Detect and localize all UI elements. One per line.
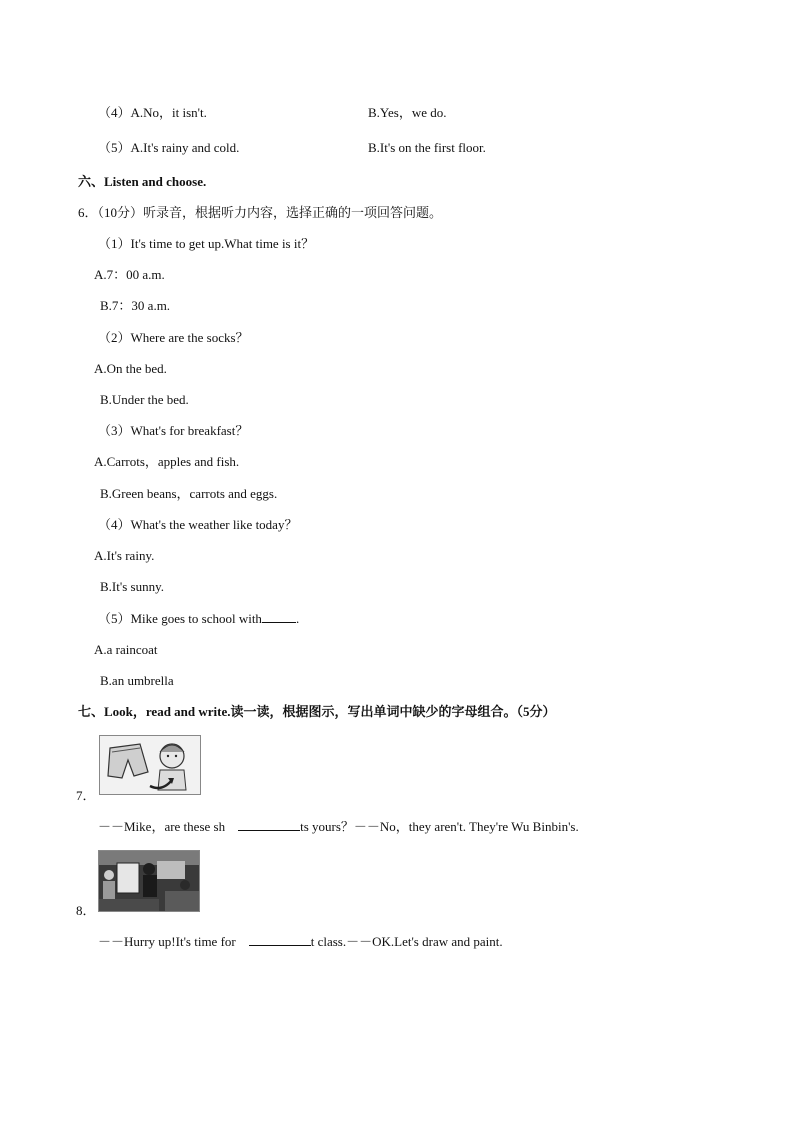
q6-3-question: （3）What's for breakfast？	[98, 423, 249, 438]
q6-2-option-b: B.Under the bed.	[100, 392, 189, 407]
q5-5-option-a: （5）A.It's rainy and cold.	[98, 140, 240, 155]
q8-sentence-end: t class.－－OK.Let's draw and paint.	[310, 934, 503, 949]
q8-number: 8．	[76, 903, 96, 918]
q5-5-option-b: B.It's on the first floor.	[368, 140, 486, 155]
shorts-picture	[99, 735, 201, 795]
q6-2-question: （2）Where are the socks？	[98, 330, 249, 345]
q6-4-option-a: A.It's rainy.	[94, 548, 155, 563]
section6-heading: 六、Listen and choose.	[78, 174, 207, 189]
q7-sentence-start: －－Mike，are these sh	[98, 819, 226, 834]
q6-5-question-text: （5）Mike goes to school with	[98, 611, 262, 626]
q6-1-question: （1）It's time to get up.What time is it？	[98, 236, 315, 251]
q6-3-option-b: B.Green beans，carrots and eggs.	[100, 486, 278, 501]
q6-2-option-a: A.On the bed.	[94, 361, 167, 376]
q5-4-option-b: B.Yes，we do.	[368, 105, 447, 120]
section7-heading: 七、Look，read and write.读一读，根据图示，写出单词中缺少的字母组合。（5分）	[78, 704, 556, 719]
q6-5-option-b: B.an umbrella	[100, 673, 174, 688]
q7-sentence	[98, 818, 579, 835]
q5-4-option-a: （4）A.No，it isn't.	[98, 105, 207, 120]
q6-5-option-a: A.a raincoat	[94, 642, 158, 657]
q8-sentence-start: －－Hurry up!It's time for	[98, 934, 236, 949]
q6-5-question-end: .	[295, 611, 300, 626]
q6-5-question	[98, 610, 299, 627]
q6-4-option-b: B.It's sunny.	[100, 579, 164, 594]
q6-4-question: （4）What's the weather like today？	[98, 517, 298, 532]
q6-1-option-b: B.7：30 a.m.	[100, 298, 171, 313]
q7-number: 7．	[76, 788, 96, 803]
q6-3-option-a: A.Carrots，apples and fish.	[94, 454, 240, 469]
answer-blank[interactable]	[249, 933, 311, 946]
q8-sentence	[98, 933, 503, 950]
answer-blank[interactable]	[238, 818, 300, 831]
answer-blank[interactable]	[262, 610, 296, 623]
art-class-picture	[98, 850, 200, 912]
section6-instruction: 6．（10分）听录音，根据听力内容，选择正确的一项回答问题。	[78, 205, 443, 220]
q6-1-option-a: A.7：00 a.m.	[94, 267, 165, 282]
q7-sentence-end: ts yours？－－No，they aren't. They're Wu Binbin's.	[300, 819, 579, 834]
